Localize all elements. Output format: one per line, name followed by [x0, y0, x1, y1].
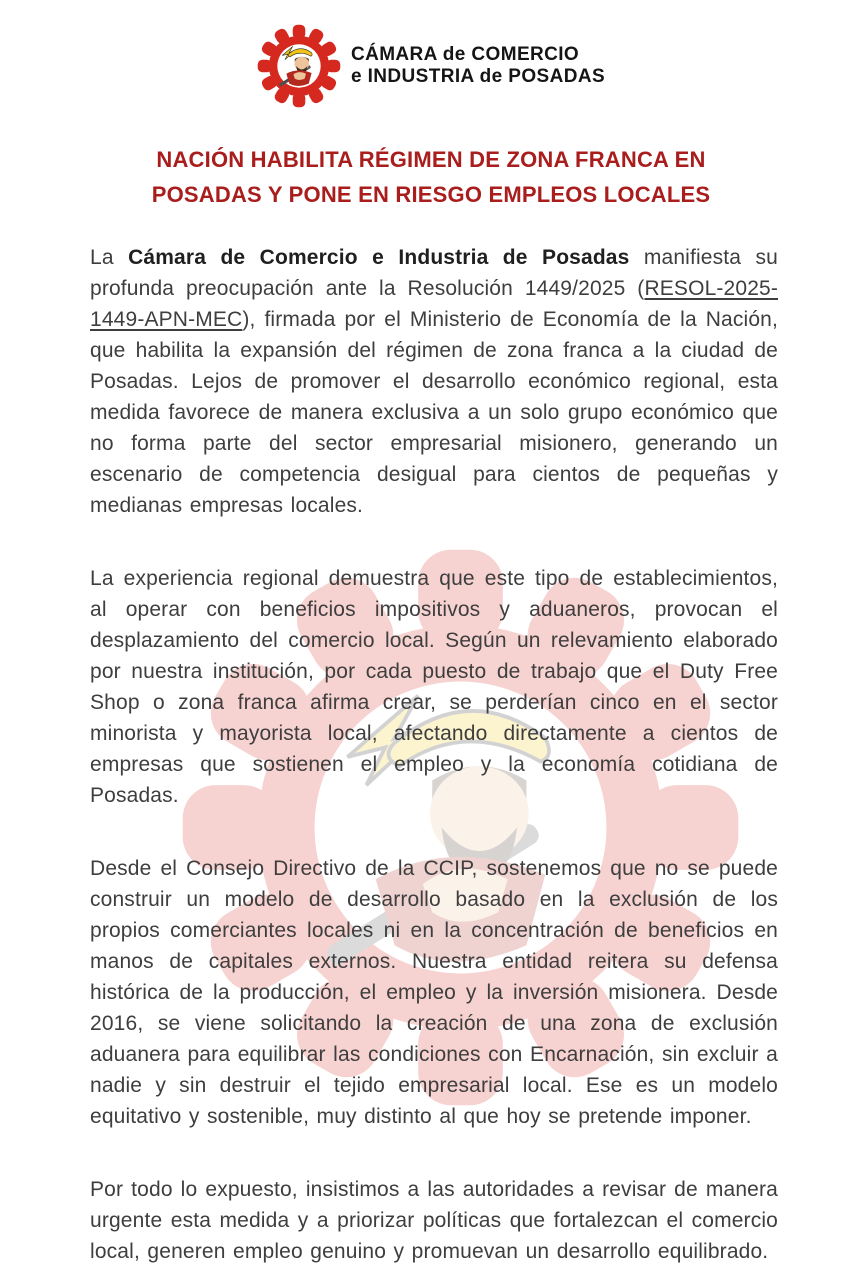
- statement-paragraph-3: Desde el Consejo Directivo de la CCIP, sostenemos que no se puede construir un modelo de desarrollo basado en la exclusión de los propios comerciantes locales ni en la concentración de beneficios en manos de capitales externos. Nuestra entidad reitera su defensa histórica de la producción, el empleo y la inversión misionera. Desde 2016, se viene solicitando la creación de una zona de exclusión aduanera para equilibrar las condiciones con Encarnación, sin excluir a nadie y sin destruir el tejido empresarial local. Ese es un modelo equitativo y sostenible, muy distinto al que hoy se pretende imponer.: [90, 857, 778, 1128]
- headline: [0, 142, 862, 212]
- resolution-reference[interactable]: RESOL-2025-1449-APN-MEC: [90, 277, 778, 331]
- ccip-gear-logo-icon: [257, 24, 341, 108]
- statement-paragraph-1: [90, 242, 778, 521]
- org-name: [351, 44, 605, 88]
- org-header: [0, 0, 862, 108]
- statement-paragraph-2: La experiencia regional demuestra que este tipo de establecimientos, al operar con beneficios impositivos y aduaneros, provocan el desplazamiento del comercio local. Según un relevamiento elaborado por nuestra institución, por cada puesto de trabajo que el Duty Free Shop o zona franca afirma crear, se perderían cinco en el sector minorista y mayorista local, afectando directamente a cientos de empresas que sostienen el empleo y la economía cotidiana de Posadas.: [90, 567, 778, 807]
- p1-suffix: ), firmada por el Ministerio de Economía de la Nación, que habilita la expansión del régimen de zona franca a la ciudad de Posadas. Lejos de promover el desarrollo económico regional, esta medida favorece de manera exclusiva a un solo grupo económico que no forma parte del sector empresarial misionero, generando un escenario de competencia desigual para cientos de pequeñas y medianas empresas locales.: [90, 308, 778, 517]
- headline-line1: NACIÓN HABILITA RÉGIMEN DE ZONA FRANCA EN: [156, 147, 706, 172]
- p1-org-name-bold: Cámara de Comercio e Industria de Posadas: [128, 246, 630, 269]
- statement-paragraph-4: Por todo lo expuesto, insistimos a las autoridades a revisar de manera urgente esta medida y a priorizar políticas que fortalezcan el comercio local, generen empleo genuino y promuevan un desarrollo equilibrado.: [90, 1178, 778, 1263]
- org-name-line2: e INDUSTRIA de POSADAS: [350, 66, 606, 87]
- p1-prefix: La: [90, 246, 129, 269]
- headline-line2: POSADAS Y PONE EN RIESGO EMPLEOS LOCALES: [151, 182, 711, 207]
- org-name-line1: CÁMARA de COMERCIO: [350, 44, 580, 65]
- p1-mid: manifiesta su profunda preocupación ante la Resolución 1449/2025 (: [90, 246, 778, 300]
- statement-body: [90, 242, 778, 1267]
